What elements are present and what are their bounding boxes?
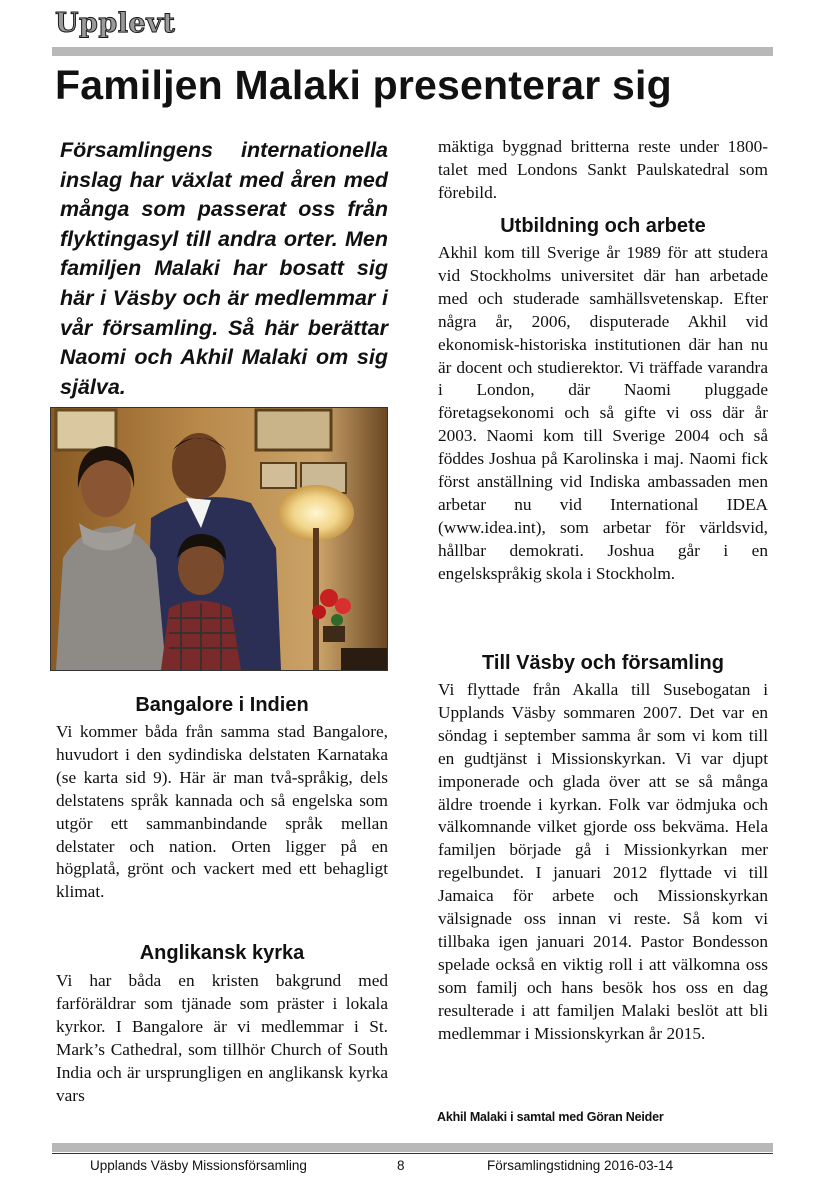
heading-utbildning-och-arbete: Utbildning och arbete [500,215,706,237]
paragraph-till-vasby: Vi flyttade från Akalla till Susebogatan i Upplands Väsby sommaren 2007. Det var en söndag i september samma år som vi kom till en gudtjänst i Missionskyrkan. Vi var djupt imponerade och glada över att se så många äldre troende i kyrkan. Folk var ödmjuka och välkomnande vilket gjorde oss bekväma. Hela familjen började gå i Missionkyrkan mer regelbundet. I januari 2012 flyttade vi till Jamaica för arbete och Missionskyrkan välsignade oss innan vi reste. Så kom vi tillbaka igen januari 2014. Pastor Bondesson spelade också en viktig roll i att välkomna oss som familj och hans besök hos oss en dag resulterade i att familjen Malaki beslöt att bli medlemmar i Missionskyrkan år 2015. [438,680,768,1043]
lead-paragraph: Församlingens internationella inslag har växlat med åren med många som passerat oss från flyktingasyl till andra orter. Men familjen Malaki har bosatt sig här i Väsby och är medlemmar i vår församling. Så här berättar Naomi och Akhil Malaki om sig själva. [60,138,388,399]
heading-bangalore: Bangalore i Indien [135,694,309,716]
footer-left: Upplands Väsby Missionsförsamling [90,1158,307,1173]
paragraph-utbildning-och-arbete: Akhil kom till Sverige år 1989 för att studera vid Stockholms universitet där han arbetade med och studerade samhällsvetenskap. Efter några år, 2006, disputerade Akhil vid ekonomisk-historiska institutionen där han nu är docent och studierektor. Vi träffade varandra i London, där Naomi pluggade företagsekonomi och så gifte vi oss där år 2003. Naomi kom till Sverige 2004 och så föddes Joshua på Karolinska i maj. Naomi fick först anställning vid Indiska ambassaden men arbetar nu vid International IDEA (www.idea.int), som arbetar för världsvid, hållbar demokrati. Joshua går i en engelskspråkig skola i Stockholm. [438,243,768,583]
header-bar [52,47,773,56]
footer-right: Församlingstidning 2016-03-14 [487,1158,674,1173]
heading-till-vasby: Till Väsby och församling [482,652,724,674]
family-photo-illustration [51,408,387,670]
footer-page-number: 8 [397,1158,405,1173]
byline: Akhil Malaki i samtal med Göran Neider [437,1110,664,1124]
footer-bar [52,1143,773,1152]
footer-rule [52,1153,773,1154]
paragraph-anglikansk-kyrka: Vi har båda en kristen bakgrund med farföräldrar som tjänade som präster i lokala kyrkor. I Bangalore är vi medlemmar i St. Mark’s Cathedral, som tillhör Church of South India och är ursprungligen en anglikansk kyrka vars [56,971,388,1105]
paragraph-bangalore: Vi kommer båda från samma stad Bangalore, huvudort i den sydindiska delstaten Karnataka (se karta sid 9). Här är man två-språkig, dels delstatens språk kannada och så engelska som utgör ett sammanbindande språk mellan delstater och nation. Orten ligger på en högplatå, grönt och vackert med ett behagligt klimat. [56,722,388,902]
heading-anglikansk-kyrka: Anglikansk kyrka [139,942,305,964]
page-headline: Familjen Malaki presenterar sig [55,62,672,108]
family-photo [50,407,388,671]
section-label: Upplevt [55,8,176,39]
paragraph-continuation: mäktiga byggnad britterna reste under 1800-talet med Londons Sankt Paulskatedral som förebild. [438,137,768,202]
